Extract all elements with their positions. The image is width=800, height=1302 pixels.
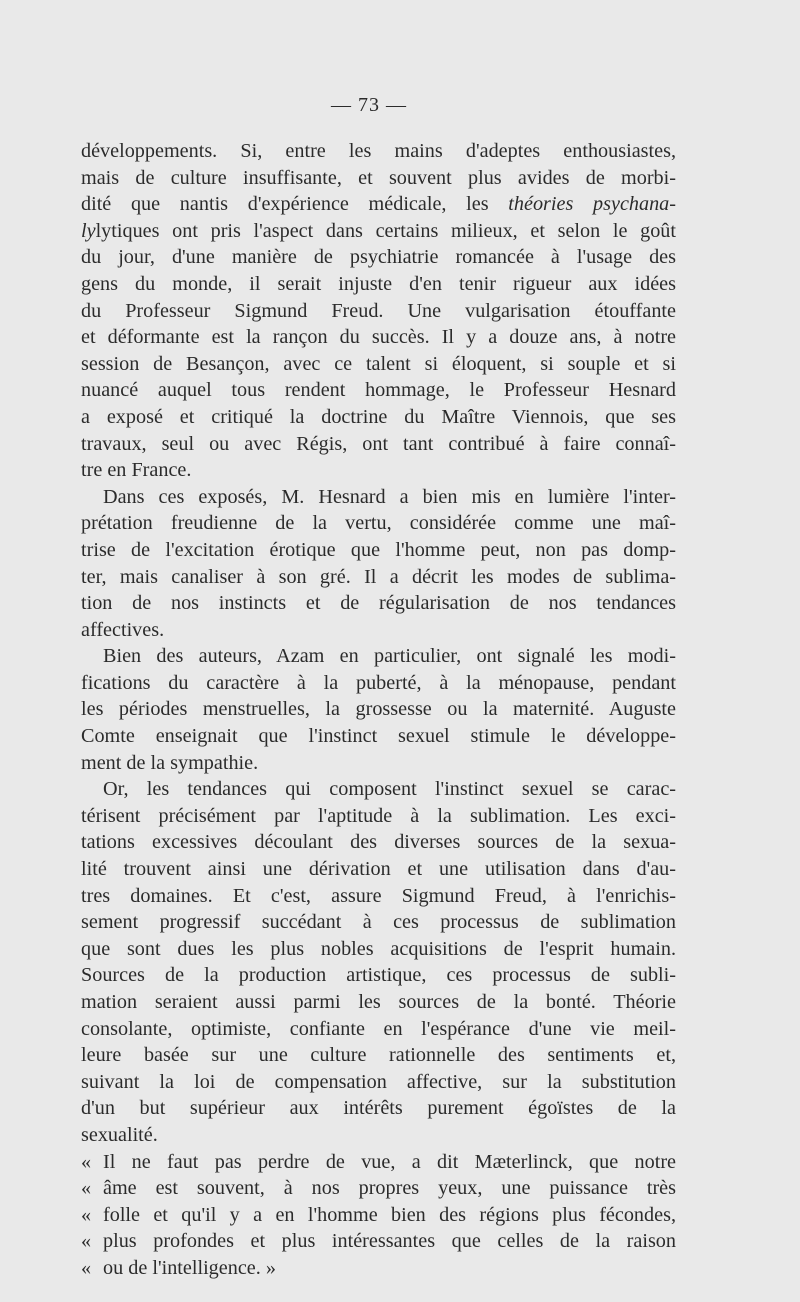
quote-line	[81, 1255, 676, 1282]
paragraph-2	[81, 484, 676, 644]
quote-text: ou de l'intelligence. »	[103, 1256, 276, 1279]
text-line: tres domaines. Et c'est, assure Sigmund Freud, à l'enrichis-	[81, 884, 676, 907]
text-line	[81, 218, 676, 245]
text-line: sement progressif succédant à ces processus de sublimation	[81, 911, 676, 934]
text-line: affectives.	[81, 618, 165, 641]
quote-mark: «	[81, 1177, 92, 1200]
text-line: térisent précisément par l'aptitude à la sublimation. Les exci-	[81, 804, 676, 827]
text-line: tations excessives découlant des diverses sources de la sexua-	[81, 831, 676, 854]
text-line: session de Besançon, avec ce talent si éloquent, si souple et si	[81, 352, 676, 375]
text-line: suivant la loi de compensation affective, sur la substitution	[81, 1070, 676, 1093]
text-line: et déformante est la rançon du succès. Il y a douze ans, à notre	[81, 326, 676, 349]
quote-mark: «	[81, 1150, 92, 1173]
text-line: trise de l'excitation érotique que l'homme peut, non pas domp-	[81, 538, 676, 561]
quote-text: folle et qu'il y a en l'homme bien des régions plus fécondes,	[103, 1203, 676, 1226]
text-line: nuancé auquel tous rendent hommage, le Professeur Hesnard	[81, 379, 676, 402]
quote-mark: «	[81, 1203, 92, 1226]
quote-text: âme est souvent, à nos propres yeux, une puissance très	[103, 1177, 676, 1200]
text-line: travaux, seul ou avec Régis, ont tant contribué à faire connaî-	[81, 432, 676, 455]
quote-mark: «	[81, 1256, 92, 1279]
text-line: prétation freudienne de la vertu, considérée comme une maî-	[81, 512, 676, 535]
quotation	[81, 1149, 676, 1282]
text-line: tion de nos instincts et de régularisation de nos tendances	[81, 592, 676, 615]
text-line: les périodes menstruelles, la grossesse ou la maternité. Auguste	[81, 698, 676, 721]
paragraph-4	[81, 776, 676, 1148]
text-line: que sont dues les plus nobles acquisitions de l'esprit humain.	[81, 937, 676, 960]
text-line: mation seraient aussi parmi les sources de la bonté. Théorie	[81, 991, 676, 1013]
page-number: — 73 —	[331, 94, 407, 116]
text-line: a exposé et critiqué la doctrine du Maître Viennois, que ses	[81, 405, 676, 428]
text-line: Dans ces exposés, M. Hesnard a bien mis en lumière l'inter-	[103, 485, 676, 508]
text-fragment: dité que nantis d'expérience médicale, les	[81, 193, 489, 216]
text-line: Bien des auteurs, Azam en particulier, ont signalé les modi-	[103, 645, 676, 668]
text-line: ment de la sympathie.	[81, 751, 259, 774]
quote-line	[81, 1202, 676, 1229]
quote-mark: «	[81, 1230, 92, 1253]
paragraph-3	[81, 643, 676, 776]
quote-line	[81, 1228, 676, 1255]
text-line: tre en France.	[81, 459, 192, 482]
text-line: développements. Si, entre les mains d'adeptes enthousiastes,	[81, 140, 676, 162]
text-line: mais de culture insuffisante, et souvent plus avides de morbi-	[81, 166, 676, 189]
text-line: ter, mais canaliser à son gré. Il a décrit les modes de sublima-	[81, 565, 676, 588]
quote-text: Il ne faut pas perdre de vue, a dit Mæterlinck, que notre	[103, 1150, 676, 1173]
quote-line	[81, 1149, 676, 1176]
text-line: Comte enseignait que l'instinct sexuel stimule le développe-	[81, 725, 676, 748]
text-line: fications du caractère à la puberté, à la ménopause, pendant	[81, 671, 676, 694]
text-line: du jour, d'une manière de psychiatrie romancée à l'usage des	[81, 246, 676, 269]
text-line: gens du monde, il serait injuste d'en tenir rigueur aux idées	[81, 272, 676, 295]
text-line: Sources de la production artistique, ces processus de subli-	[81, 964, 676, 987]
quote-line	[81, 1175, 676, 1202]
text-fragment: lytiques ont pris l'aspect dans certains milieux, et selon le goût	[95, 219, 676, 242]
text-line: Or, les tendances qui composent l'instinct sexuel se carac-	[103, 778, 676, 801]
text-line: leure basée sur une culture rationnelle des sentiments et,	[81, 1044, 676, 1067]
text-line: sexualité.	[81, 1123, 158, 1146]
text-line: lité trouvent ainsi une dérivation et une utilisation dans d'au-	[81, 858, 676, 881]
text-line: consolante, optimiste, confiante en l'espérance d'une vie meil-	[81, 1017, 676, 1040]
quote-text: plus profondes et plus intéressantes que celles de la raison	[103, 1230, 676, 1253]
italic-term-continuation: ly	[81, 219, 96, 242]
text-line: d'un but supérieur aux intérêts purement égoïstes de la	[81, 1097, 676, 1120]
text-line-with-italic	[81, 191, 676, 218]
body-text	[81, 138, 676, 1282]
paragraph-1	[81, 138, 676, 484]
italic-term: théories psychana-	[508, 193, 676, 216]
text-line: du Professeur Sigmund Freud. Une vulgarisation étouffante	[81, 299, 676, 322]
